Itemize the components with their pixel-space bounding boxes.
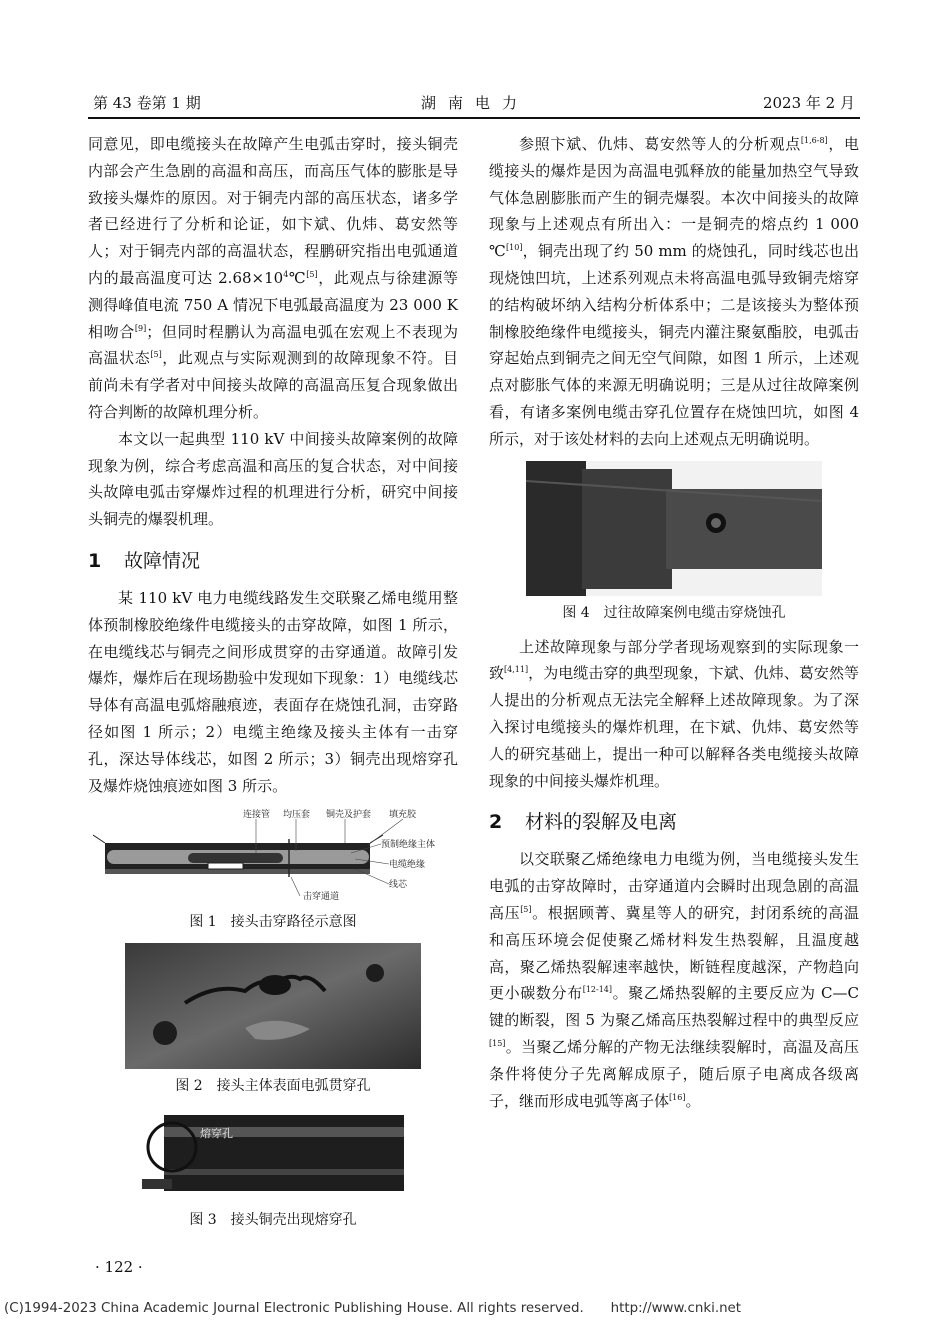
citation: [5] <box>150 350 162 360</box>
citation: [4,11] <box>504 665 529 675</box>
citation: [1,6-8] <box>800 136 828 145</box>
citation: [15] <box>489 1038 506 1048</box>
label-cable-insulation: 电缆绝缘 <box>389 860 426 871</box>
arc-hole-photo <box>125 943 421 1069</box>
melt-hole-label: 熔穿孔 <box>200 1127 233 1141</box>
paragraph: 参照卞斌、仇炜、葛安然等人的分析观点[1,6-8]，电缆接头的爆炸是因为高温电弧释放的能量加热空气导致气体急剧膨胀而产生的铜壳爆裂。本次中间接头的故障现象与上述观点有所出入：一是铜壳的熔点约 1 000 ℃[10]，铜壳出现了约 50 mm 的烧蚀孔，同时线芯也出现烧蚀凹坑，上述系列观点未将高温电弧导致铜壳熔穿的结构破坏纳入结构分析体系中；二是该接头为整体预制橡胶绝缘件电缆接头，铜壳内灌注聚氨酯胶，电弧击穿起始点到铜壳之间无空气间隙，如图 1 所示，上述观点对膨胀气体的来源无明确说明；三是从过往故障案例看，有诸多案例电缆击穿孔位置存在烧蚀凹坑，如图 4 所示，对于该处材料的去向上述观点无明确说明。 <box>489 135 860 448</box>
section-heading-2: 2 材料的裂解及电离 <box>489 811 678 834</box>
running-header-volume: 第 43 卷第 1 期 <box>93 94 201 112</box>
citation: [12-14] <box>582 985 613 995</box>
label-stress-sleeve: 均压套 <box>283 810 311 821</box>
joint-schematic-diagram <box>93 807 453 905</box>
label-copper-shell: 铜壳及护套 <box>326 810 372 821</box>
figure-2 <box>88 943 458 1097</box>
label-prefab-insulation: 预制绝缘主体 <box>381 840 436 851</box>
right-column <box>489 131 859 1114</box>
figure-1 <box>88 807 458 933</box>
page-number: · 122 · <box>95 1258 143 1276</box>
figure-3 <box>88 1107 458 1231</box>
label-filling-glue: 填充胶 <box>389 810 417 821</box>
running-header-date: 2023 年 2 月 <box>762 94 855 112</box>
left-column <box>88 131 458 1241</box>
paragraph: 某 110 kV 电力电缆线路发生交联聚乙烯电缆用整体预制橡胶绝缘件电缆接头的击穿故障，如图 1 所示，在电缆线芯与铜壳之间形成贯穿的击穿通道。故障引发爆炸，爆炸后在现场勘验中发现如下现象：1）电缆线芯导体有高温电弧熔融痕迹，表面存在烧蚀孔洞，击穿路径如图 1 所示；2）电缆主绝缘及接头主体有一击穿孔，深达导体线芯，如图 2 所示；3）铜壳出现熔穿孔及爆炸烧蚀痕迹如图 3 所示。 <box>88 588 458 795</box>
copyright-notice: (C)1994-2023 China Academic Journal Electronic Publishing House. All rights reserved. http://www.cnki.net <box>4 1301 742 1316</box>
citation: [16] <box>669 1092 686 1102</box>
figure-caption: 图 2 接头主体表面电弧贯穿孔 <box>175 1078 371 1095</box>
label-core: 线芯 <box>389 880 408 891</box>
paragraph: 上述故障现象与部分学者现场观察到的实际现象一致[4,11]，为电缆击穿的典型现象，卞斌、仇炜、葛安然等人提出的分析观点无法完全解释上述故障现象。为了深入探讨电缆接头的爆炸机理，在卞斌、仇炜、葛安然等人的研究基础上，提出一种可以解释各类电缆接头故障现象的中间接头爆炸机理。 <box>489 637 859 790</box>
citation: [5] <box>306 269 318 279</box>
label-breakdown-channel: 击穿通道 <box>303 892 340 903</box>
citation: [5] <box>520 904 532 914</box>
paragraph: 以交联聚乙烯绝缘电力电缆为例，当电缆接头发生电弧的击穿故障时，击穿通道内会瞬时出现急剧的高温高压[5]。根据顾菁、冀星等人的研究，封闭系统的高温和高压环境会促使聚乙烯材料发生热裂解，且温度越高，聚乙烯热裂解速率越快，断链程度越深，产物趋向更小碳数分布[12-14]。聚乙烯热裂解的主要反应为 C—C 键的断裂，图 5 为聚乙烯高压热裂解过程中的典型反应[15]。当聚乙烯分解的产物无法继续裂解时，高温及高压条件将使分子先离解成原子，随后原子电离成各级离子，继而形成电弧等离子体[16]。 <box>489 850 859 1110</box>
figure-4 <box>489 461 859 624</box>
copper-shell-photo <box>142 1107 404 1203</box>
figure-caption: 图 3 接头铜壳出现熔穿孔 <box>189 1212 357 1229</box>
header-rule <box>88 117 860 119</box>
figure-caption: 图 1 接头击穿路径示意图 <box>189 914 357 931</box>
citation: [9] <box>134 323 147 333</box>
running-header-journal: 湖南电力 <box>420 94 529 112</box>
paragraph: 本文以一起典型 110 kV 中间接头故障案例的故障现象为例，综合考虑高温和高压的复合状态，对中间接头故障电弧击穿爆炸过程的机理进行分析，研究中间接头铜壳的爆裂机理。 <box>88 429 458 529</box>
label-connector-tube: 连接管 <box>243 810 271 821</box>
citation: [10] <box>506 243 523 253</box>
figure-caption: 图 4 过往故障案例电缆击穿烧蚀孔 <box>562 604 786 621</box>
paragraph: 同意见，即电缆接头在故障产生电弧击穿时，接头铜壳内部会产生急剧的高温和高压，而高压气体的膨胀是导致接头爆炸的原因。对于铜壳内部的高压状态，诸多学者已经进行了分析和论证，如卞斌、仇炜、葛安然等人；对于铜壳内部的高温状态，程鹏研究指出电弧通道内的最高温度可达 $2.68\times 10^4℃[5]$，此观点与徐建源等测得峰值电流 750 A 情况下电弧最高温度为 23 000 K 相吻合[9]；但同时程鹏认为高温电弧在宏观上不表现为高温状态[5]，此观点与实际观测到的故障现象不符。目前尚未有学者对中间接头故障的高温高压复合现象做出符合判断的故障机理分析。 <box>88 135 458 421</box>
section-heading-1: 1 故障情况 <box>88 549 201 572</box>
cable-burn-hole-photo <box>526 461 822 596</box>
